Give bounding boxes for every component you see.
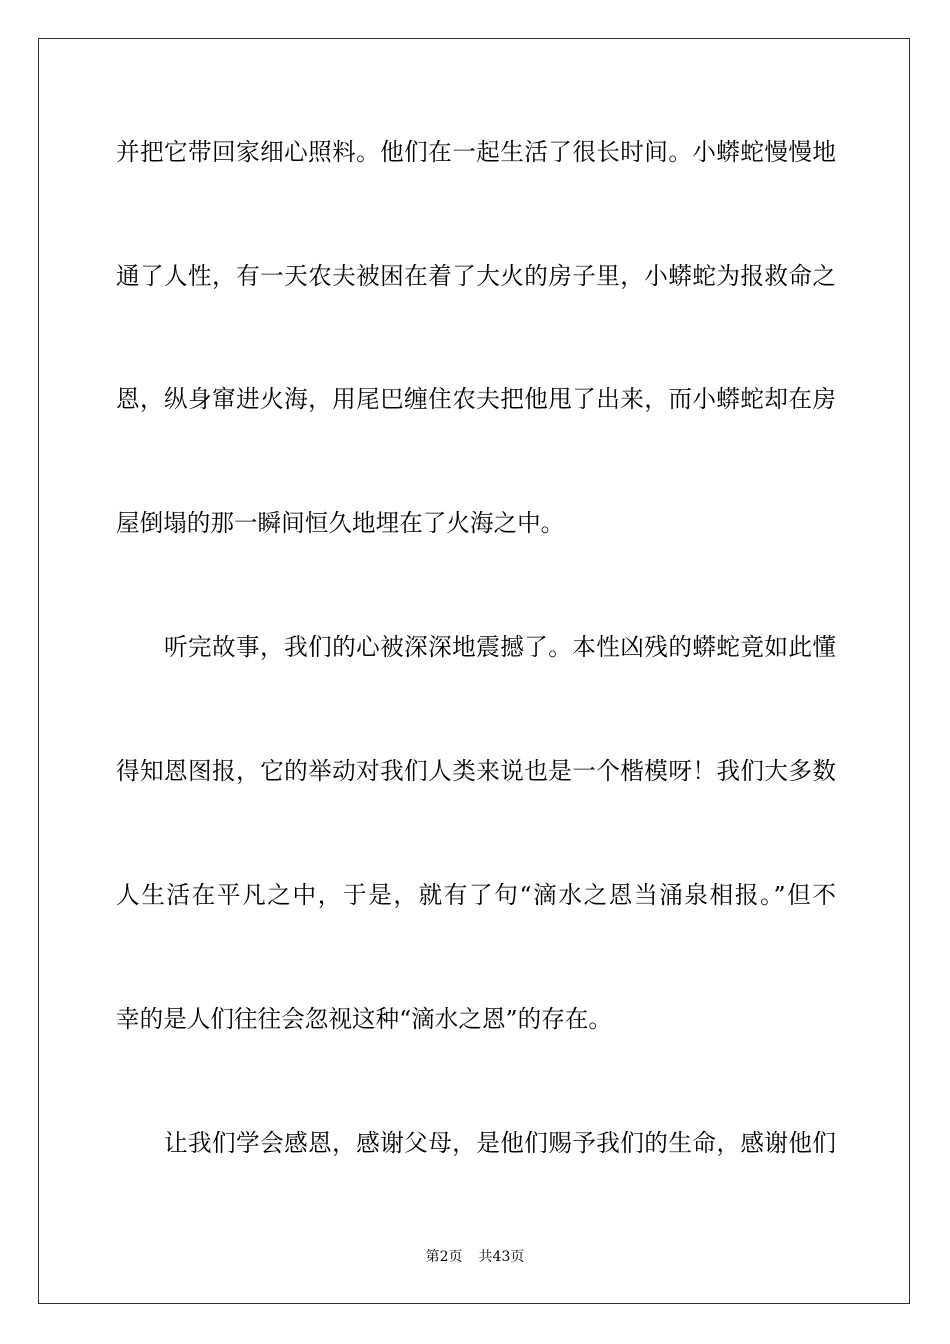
text-line: 通了人性，有一天农夫被困在着了大火的房子里，小蟒蛇为报救命之 — [116, 262, 836, 290]
page-border — [38, 38, 910, 1304]
total-pages: 共43页 — [478, 1249, 525, 1265]
paragraph-first-line: 听完故事，我们的心被深深地震撼了。本性凶残的蟒蛇竟如此懂 — [164, 633, 836, 661]
text-line: 人生活在平凡之中，于是，就有了句“滴水之恩当涌泉相报。”但不 — [116, 881, 836, 909]
page-number: 第2页 — [425, 1249, 463, 1265]
paragraph-first-line: 让我们学会感恩，感谢父母，是他们赐予我们的生命，感谢他们 — [164, 1129, 836, 1157]
text-line: 屋倒塌的那一瞬间恒久地埋在了火海之中。 — [116, 509, 565, 537]
page-footer — [0, 1248, 950, 1266]
text-line: 恩，纵身窜进火海，用尾巴缠住农夫把他甩了出来，而小蟒蛇却在房 — [116, 385, 836, 413]
text-line: 幸的是人们往往会忽视这种“滴水之恩”的存在。 — [116, 1005, 612, 1033]
text-line: 得知恩图报，它的举动对我们人类来说也是一个楷模呀！我们大多数 — [116, 757, 836, 785]
text-line: 并把它带回家细心照料。他们在一起生活了很长时间。小蟒蛇慢慢地 — [116, 138, 836, 166]
